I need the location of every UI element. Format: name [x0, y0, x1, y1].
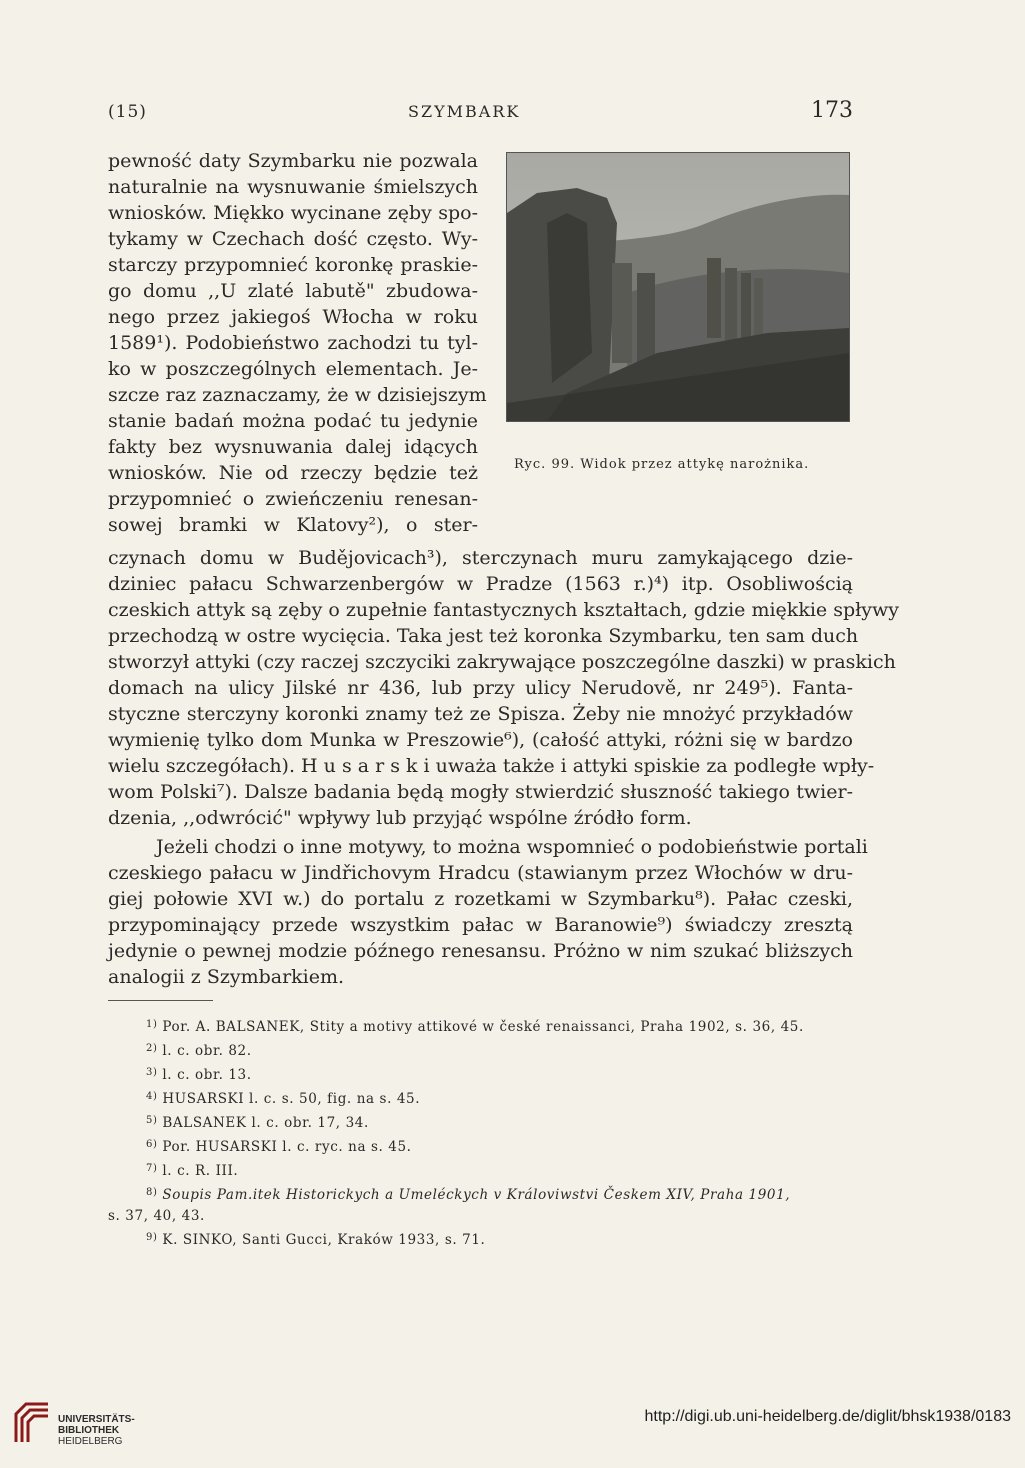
- text-line: dzenia, ,,odwrócić" wpływy lub przyjąć wspólne źródło form.: [108, 807, 692, 829]
- source-url-link[interactable]: http://digi.ub.uni-heidelberg.de/diglit/bhsk1938/0183: [644, 1408, 1011, 1425]
- text-line: 1589¹). Podobieństwo zachodzi tu tyl-: [108, 332, 478, 354]
- paragraph-second: [108, 834, 868, 990]
- text-line: starczy przypomnieć koronkę praskie-: [108, 254, 478, 276]
- text-line: naturalnie na wysnuwanie śmielszych: [108, 176, 478, 198]
- paragraph-wide: [108, 545, 899, 831]
- text-line: jedynie o pewnej modzie późnego renesansu. Próżno w nim szukać bliższych: [108, 940, 853, 962]
- text-line: Jeżeli chodzi o inne motywy, to można wspomnieć o podobieństwie portali: [156, 836, 868, 858]
- digitization-footer: [0, 1400, 1025, 1460]
- footnotes: [108, 1014, 858, 1251]
- page-number: 173: [811, 98, 853, 123]
- paragraph-narrow: [108, 148, 487, 538]
- text-line: stworzył attyki (czy raczej szczyciki zakrywające poszczególne daszki) w praskich: [108, 651, 896, 673]
- text-line: nego przez jakiegoś Włocha w roku: [108, 306, 478, 328]
- text-line: styczne sterczyny koronki znamy też ze Spisza. Żeby nie mnożyć przykładów: [108, 703, 853, 725]
- text-line: przypomnieć o zwieńczeniu renesan-: [108, 488, 478, 510]
- footnote-continuation: s. 37, 40, 43.: [108, 1208, 205, 1224]
- attic-ruin-image: [507, 153, 849, 421]
- text-line: przechodzą w ostre wycięcia. Taka jest też koronka Szymbarku, ten sam duch: [108, 625, 859, 647]
- text-line: go domu ,,U zlaté labutě" zbudowa-: [108, 280, 478, 302]
- text-line: sowej bramki w Klatovy²), o ster-: [108, 514, 478, 536]
- footnote: $^{1)}$ Por. A. BALSANEK, Stity a motivy attikové w české renaissanci, Praha 1902, s. 36, 45.: [146, 1019, 804, 1035]
- text-line: szcze raz zaznaczamy, że w dzisiejszym: [108, 384, 487, 406]
- footnote: $^{7)}$ l. c. R. III.: [146, 1163, 239, 1179]
- text-line: wielu szczegółach). H u s a r s k i uważa także i attyki spiskie za podległe wpły-: [108, 755, 875, 777]
- text-line: czeskiego pałacu w Jindřichovym Hradcu (stawianym przez Włochów w dru-: [108, 862, 853, 884]
- footnote: $^{6)}$ Por. HUSARSKI l. c. ryc. na s. 45.: [146, 1139, 412, 1155]
- figure-caption: Ryc. 99. Widok przez attykę narożnika.: [514, 457, 810, 472]
- text-line: czeskich attyk są zęby o zupełnie fantastycznych kształtach, gdzie miękkie spływy: [108, 599, 899, 621]
- footnote: $^{2)}$ l. c. obr. 82.: [146, 1043, 252, 1059]
- text-line: analogii z Szymbarkiem.: [108, 966, 345, 988]
- library-name: UNIVERSITÄTS- BIBLIOTHEK HEIDELBERG: [58, 1414, 135, 1447]
- attic-ruin-photo: [506, 152, 850, 422]
- text-line: ko w poszczególnych elementach. Je-: [108, 358, 478, 380]
- footnote: $^{4)}$ HUSARSKI l. c. s. 50, fig. na s. 45.: [146, 1091, 421, 1107]
- text-line: wom Polski⁷). Dalsze badania będą mogły stwierdzić słuszność takiego twier-: [108, 781, 853, 803]
- running-header: [108, 98, 853, 128]
- library-logo-icon: [12, 1400, 52, 1446]
- footnote: $^{8)}$ Soupis Pam.itek Historickych a Umeléckych v Královiwstvi Českem XIV, Praha 1901,: [146, 1187, 791, 1203]
- text-line: wymienię tylko dom Munka w Preszowie⁶), (całość attyki, różni się w bardzo: [108, 729, 853, 751]
- footnote-divider: [108, 1000, 213, 1001]
- text-line: przypominający przede wszystkim pałac w Baranowie⁹) świadczy zresztą: [108, 914, 853, 936]
- text-line: czynach domu w Budějovicach³), sterczynach muru zamykającego dzie-: [108, 547, 853, 569]
- text-line: wniosków. Nie od rzeczy będzie też: [108, 462, 478, 484]
- text-line: stanie badań można podać tu jedynie: [108, 410, 478, 432]
- running-title: SZYMBARK: [408, 102, 521, 121]
- footnote: $^{5)}$ BALSANEK l. c. obr. 17, 34.: [146, 1115, 369, 1131]
- text-line: dziniec pałacu Schwarzenbergów w Pradze (1563 r.)⁴) itp. Osobliwością: [108, 573, 853, 595]
- text-line: fakty bez wysnuwania dalej idących: [108, 436, 478, 458]
- section-number: (15): [108, 102, 147, 122]
- text-line: wniosków. Miękko wycinane zęby spo-: [108, 202, 478, 224]
- footnote: $^{9)}$ K. SINKO, Santi Gucci, Kraków 1933, s. 71.: [146, 1232, 486, 1248]
- text-line: domach na ulicy Jilské nr 436, lub przy ulicy Nerudově, nr 249⁵). Fanta-: [108, 677, 853, 699]
- figure-99: [500, 152, 855, 472]
- text-line: tykamy w Czechach dość często. Wy-: [108, 228, 478, 250]
- text-line: pewność daty Szymbarku nie pozwala: [108, 150, 478, 172]
- text-line: giej połowie XVI w.) do portalu z rozetkami w Szymbarku⁸). Pałac czeski,: [108, 888, 853, 910]
- footnote: $^{3)}$ l. c. obr. 13.: [146, 1067, 252, 1083]
